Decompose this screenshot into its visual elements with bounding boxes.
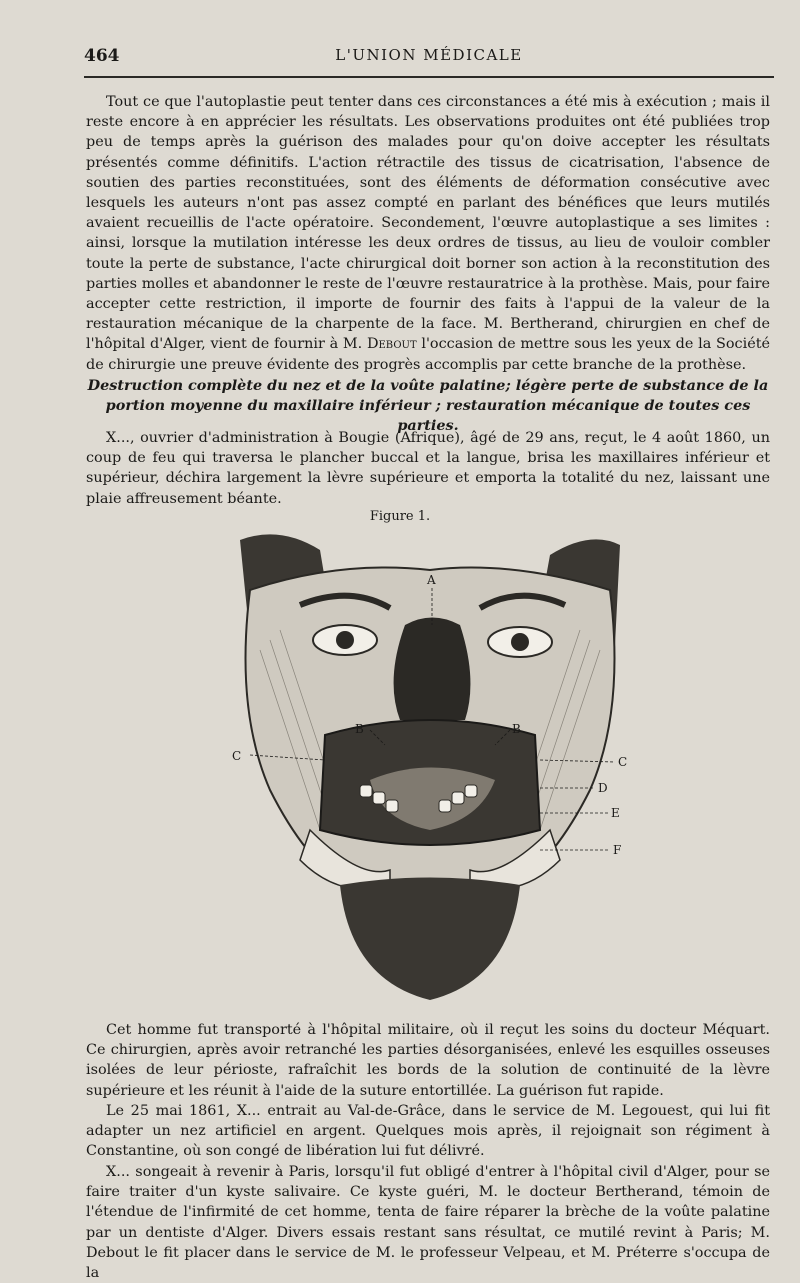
figure-caption: Figure 1. bbox=[369, 509, 431, 524]
label-f: F bbox=[613, 843, 622, 857]
label-c-right: C bbox=[618, 755, 628, 769]
label-a: A bbox=[427, 573, 436, 587]
nasal-cavity bbox=[394, 618, 471, 721]
paragraph-case: X..., ouvrier d'administration à Bougie (Afrique), âgé de 29 ans, reçut, le 4 août 1860, un coup de feu qui traversa le plancher buccal et la langue, brisa les maxillaires inférieur et supérieur, déchira largement la lèvre supérieure et emporta la totalité du nez, laissant une plaie affreusement béante. bbox=[86, 430, 770, 507]
page-number: 464 bbox=[84, 46, 120, 66]
running-header bbox=[84, 46, 774, 72]
label-c-left: C bbox=[232, 749, 242, 763]
paragraph-intro-end: l'occasion de mettre sous les yeux de la Société de chirurgie une preuve évidente des progrès accomplis par cette branche de la prothèse. bbox=[86, 336, 771, 373]
case-subtitle: Destruction complète du nez et de la voûte palatine; légère perte de substance de la portion moyenne du maxillaire inférieur ; restauration mécanique de toutes ces parties. bbox=[87, 377, 769, 435]
journal-title: L'UNION MÉDICALE bbox=[335, 46, 523, 64]
label-b-left: B bbox=[355, 722, 364, 736]
header-rule bbox=[84, 76, 774, 78]
label-b-right: B bbox=[512, 722, 521, 736]
label-e: E bbox=[611, 806, 620, 820]
beard bbox=[340, 878, 520, 1001]
paragraph-intro bbox=[86, 92, 770, 375]
label-d: D bbox=[598, 781, 608, 795]
paragraph-return-paris: X... songeait à revenir à Paris, lorsqu'il fut obligé d'entrer à l'hôpital civil d'Alger, pour se faire traiter d'un kyste salivaire. Ce kyste guéri, M. le docteur Bertherand, témoin de l'étendue de l'infirmité de cet homme, tenta de faire réparer la brèche de la voûte palatine par un dentiste d'Alger. Divers essais restant sans résultat, ce mutilé revint à Paris; M. Debout le fit placer dans le service de M. le professeur Velpeau, et M. Préterre s'occupa de la bbox=[86, 1164, 770, 1282]
author-name: M. Debout bbox=[342, 336, 417, 353]
engraving-figure bbox=[210, 530, 650, 1010]
paragraph-val-de-grace: Le 25 mai 1861, X... entrait au Val-de-Grâce, dans le service de M. Legouest, qui lui fit adapter un nez artificiel en argent. Quelques mois après, il rejoignait son régiment à Constantine, où son congé de libération lui fut délivré. bbox=[86, 1103, 770, 1160]
paragraph-intro-text: Tout ce que l'autoplastie peut tenter dans ces circonstances a été mis à exécution ; mais il reste encore à en apprécier les résultats. Les observations produites ont été publiées trop peu de temps après la guérison des malades pour qu'on doive accepter les résultats présentés comme définitifs. L'action rétractile des tissus de cicatrisation, l'absence de soutien des parties reconstituées, sont des éléments de déformation consécutive avec lesquels les auteurs n'ont pas assez compté en parlant des bénéfices que leurs mutilés avaient recueillis de l'acte opératoire. Secondement, l'œuvre autoplastique a ses limites : ainsi, lorsque la mutilation intéresse les deux ordres de tissus, au lieu de vouloir combler toute la perte de substance, l'acte chirurgical doit borner son action à la reconstitution des parties molles et abandonner le reste de l'œuvre restauratrice à la prothèse. Mais, pour faire accepter cette restriction, il importe de fournir des faits à l'appui de la valeur de la restauration mécanique de la charpente de la face. M. Bertherand, chirurgien en chef de l'hôpital d'Alger, vient de fournir à bbox=[86, 94, 770, 353]
paragraph-treatment: Cet homme fut transporté à l'hôpital militaire, où il reçut les soins du docteur Méquart. Ce chirurgien, après avoir retranché les parties désorganisées, enlevé les esquilles osseuses isolées de leur périoste, rafraîchit les bords de la solution de continuité de la lèvre supérieure et les réunit à l'aide de la suture entortillée. La guérison fut rapide. bbox=[86, 1022, 770, 1099]
pupil-left bbox=[336, 631, 354, 649]
pupil-right bbox=[511, 633, 529, 651]
